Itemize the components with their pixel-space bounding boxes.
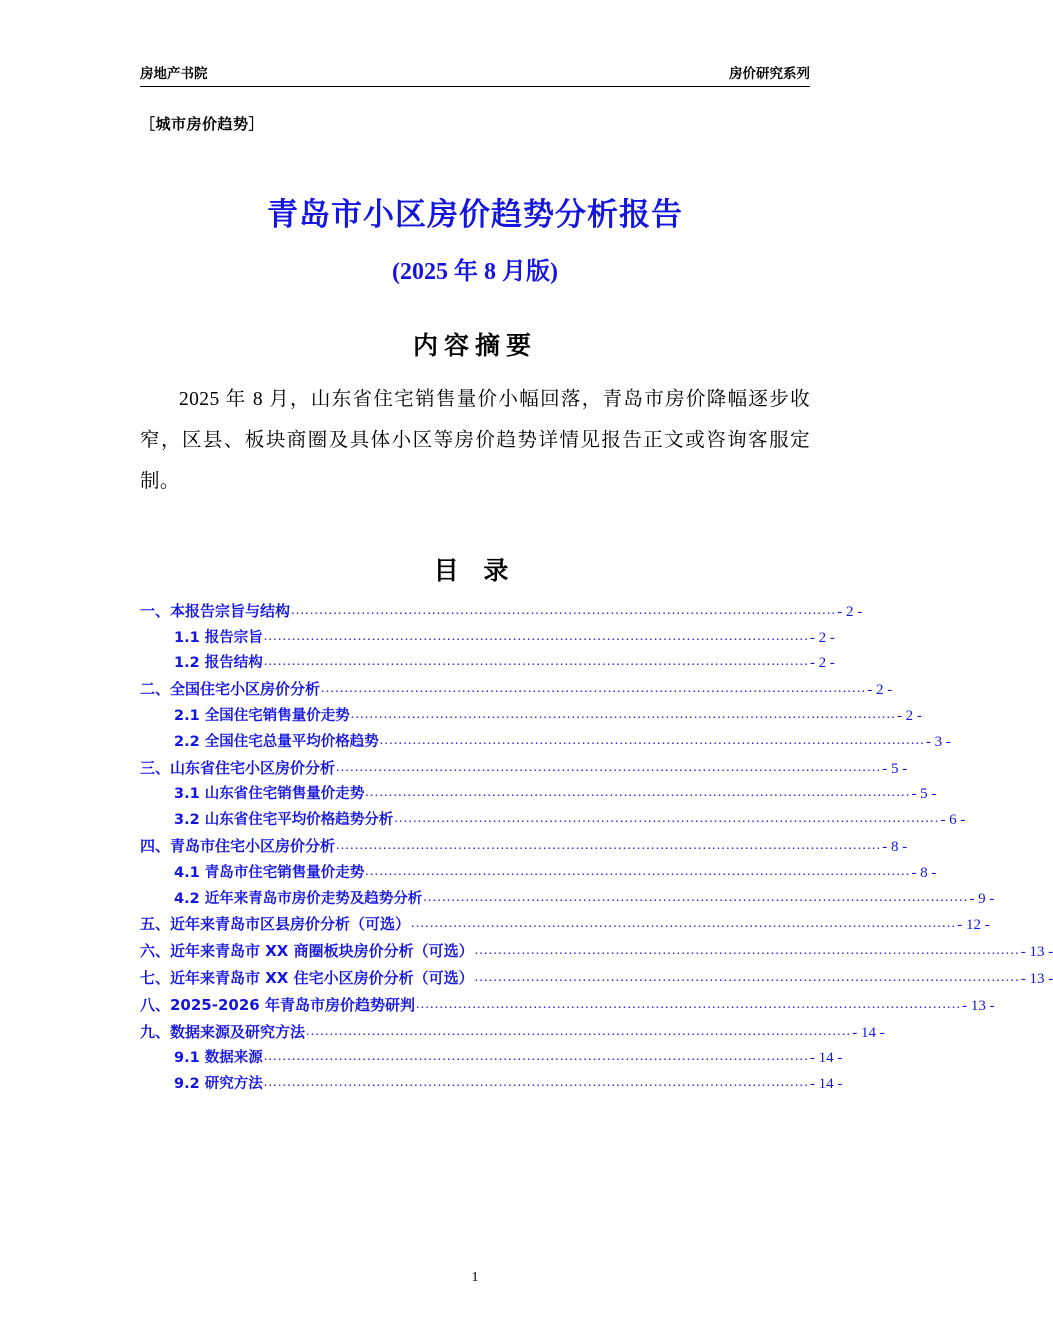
toc-heading: 目 录 bbox=[433, 555, 517, 585]
toc-entry[interactable] bbox=[140, 861, 937, 887]
toc-entry-label: 9.2 研究方法 bbox=[174, 1076, 263, 1093]
toc-entry-page: - 9 - bbox=[969, 890, 995, 907]
toc-entry[interactable] bbox=[140, 782, 937, 808]
toc-leader-dots: .................................................................................................................... bbox=[336, 837, 882, 853]
toc-leader-dots: .................................................................................................................... bbox=[394, 811, 940, 827]
toc-entry-page: - 3 - bbox=[925, 733, 951, 750]
abstract-body: 2025 年 8 月，山东省住宅销售量价小幅回落，青岛市房价降幅逐步收窄，区县、板块商圈及具体小区等房价趋势详情见报告正文或咨询客服定制。 bbox=[140, 389, 810, 492]
toc-entry-label: 4.2 近年来青岛市房价走势及趋势分析 bbox=[174, 890, 423, 907]
toc-entry[interactable] bbox=[140, 808, 966, 834]
toc-entry-label: 七、近年来青岛市 XX 住宅小区房价分析（可选） bbox=[140, 968, 474, 987]
toc-leader-dots: .................................................................................................................... bbox=[474, 943, 1020, 959]
toc-entry[interactable] bbox=[140, 939, 1053, 966]
toc-entry[interactable] bbox=[140, 651, 835, 677]
page-subtitle: (2025 年 8 月版) bbox=[392, 259, 558, 285]
toc-leader-dots: .................................................................................................................... bbox=[474, 969, 1020, 985]
toc-entry-page: - 13 - bbox=[1020, 944, 1053, 961]
toc-entry[interactable] bbox=[140, 887, 995, 913]
toc-leader-dots: .................................................................................................................... bbox=[350, 707, 896, 722]
toc-leader-dots: .................................................................................................................... bbox=[321, 681, 867, 697]
toc-entry-page: - 2 - bbox=[896, 708, 922, 724]
toc-entry-page: - 14 - bbox=[809, 1076, 843, 1093]
toc-leader-dots: .................................................................................................................... bbox=[423, 889, 969, 905]
toc-leader-dots: .................................................................................................................... bbox=[379, 732, 925, 748]
toc-entry-label: 3.1 山东省住宅销售量价走势 bbox=[174, 786, 365, 803]
toc-entry[interactable] bbox=[140, 730, 951, 756]
table-of-contents bbox=[140, 599, 1053, 1098]
toc-entry-label: 六、近年来青岛市 XX 商圈板块房价分析（可选） bbox=[140, 942, 474, 961]
toc-entry-page: - 5 - bbox=[911, 786, 937, 803]
toc-entry-label: 1.2 报告结构 bbox=[174, 655, 263, 672]
toc-entry-page: - 2 - bbox=[867, 682, 893, 699]
toc-leader-dots: .................................................................................................................... bbox=[411, 916, 957, 932]
toc-leader-dots: .................................................................................................................... bbox=[306, 1023, 852, 1039]
toc-entry[interactable] bbox=[140, 1020, 885, 1047]
toc-entry-page: - 8 - bbox=[882, 838, 908, 855]
toc-entry-page: - 2 - bbox=[809, 629, 835, 646]
toc-entry-label: 二、全国住宅小区房价分析 bbox=[140, 680, 321, 699]
abstract-heading: 内容摘要 bbox=[412, 331, 537, 360]
toc-entry-page: - 14 - bbox=[809, 1050, 843, 1067]
toc-entry-label: 1.1 报告宗旨 bbox=[174, 629, 263, 646]
toc-entry-label: 三、山东省住宅小区房价分析 bbox=[140, 758, 336, 777]
toc-entry[interactable] bbox=[140, 677, 893, 704]
toc-entry[interactable] bbox=[140, 834, 908, 861]
toc-entry-page: - 6 - bbox=[940, 812, 966, 829]
page-header bbox=[140, 0, 810, 87]
toc-leader-dots: .................................................................................................................... bbox=[415, 996, 962, 1012]
toc-entry-page: - 5 - bbox=[882, 760, 908, 777]
toc-entry-page: - 2 - bbox=[837, 603, 863, 620]
toc-leader-dots: .................................................................................................................... bbox=[291, 602, 837, 618]
page-footer: 1 bbox=[471, 1270, 479, 1285]
toc-entry-page: - 2 - bbox=[809, 655, 835, 672]
toc-leader-dots: .................................................................................................................... bbox=[263, 628, 809, 644]
toc-entry-label: 九、数据来源及研究方法 bbox=[140, 1022, 306, 1041]
toc-leader-dots: .................................................................................................................... bbox=[263, 654, 809, 670]
toc-entry-label: 3.2 山东省住宅平均价格趋势分析 bbox=[174, 812, 394, 829]
toc-entry[interactable] bbox=[140, 912, 990, 939]
toc-entry-page: - 13 - bbox=[962, 997, 995, 1014]
toc-entry[interactable] bbox=[140, 756, 908, 783]
toc-entry[interactable] bbox=[140, 704, 922, 730]
toc-entry-page: - 12 - bbox=[957, 917, 990, 934]
toc-entry-label: 4.1 青岛市住宅销售量价走势 bbox=[174, 864, 365, 881]
toc-entry[interactable] bbox=[140, 966, 1053, 993]
toc-entry-label: 一、本报告宗旨与结构 bbox=[140, 601, 291, 620]
toc-leader-dots: .................................................................................................................... bbox=[263, 1049, 809, 1065]
header-left-text: 房地产书院 bbox=[140, 66, 208, 82]
page-title: 青岛市小区房价趋势分析报告 bbox=[267, 197, 683, 233]
document-category-tag: ［城市房价趋势］ bbox=[140, 115, 265, 133]
toc-entry[interactable] bbox=[140, 599, 863, 626]
toc-entry[interactable] bbox=[140, 993, 995, 1020]
toc-entry[interactable] bbox=[140, 626, 835, 652]
toc-entry-label: 9.1 数据来源 bbox=[174, 1050, 263, 1067]
toc-entry-page: - 8 - bbox=[911, 864, 937, 881]
toc-entry-page: - 13 - bbox=[1020, 970, 1053, 987]
toc-entry-page: - 14 - bbox=[852, 1024, 885, 1041]
toc-entry-label: 五、近年来青岛市区县房价分析（可选） bbox=[140, 915, 411, 934]
toc-leader-dots: .................................................................................................................... bbox=[336, 759, 882, 775]
toc-leader-dots: .................................................................................................................... bbox=[263, 1075, 809, 1091]
toc-entry-label: 八、2025-2026 年青岛市房价趋势研判 bbox=[140, 995, 415, 1014]
toc-entry[interactable] bbox=[140, 1046, 843, 1072]
toc-entry-label: 2.2 全国住宅总量平均价格趋势 bbox=[174, 733, 379, 750]
toc-entry[interactable] bbox=[140, 1072, 843, 1098]
toc-leader-dots: .................................................................................................................... bbox=[365, 863, 911, 879]
toc-entry-label: 2.1 全国住宅销售量价走势 bbox=[174, 708, 350, 724]
toc-entry-label: 四、青岛市住宅小区房价分析 bbox=[140, 836, 336, 855]
toc-leader-dots: .................................................................................................................... bbox=[365, 785, 911, 801]
header-right-text: 房价研究系列 bbox=[729, 66, 810, 82]
